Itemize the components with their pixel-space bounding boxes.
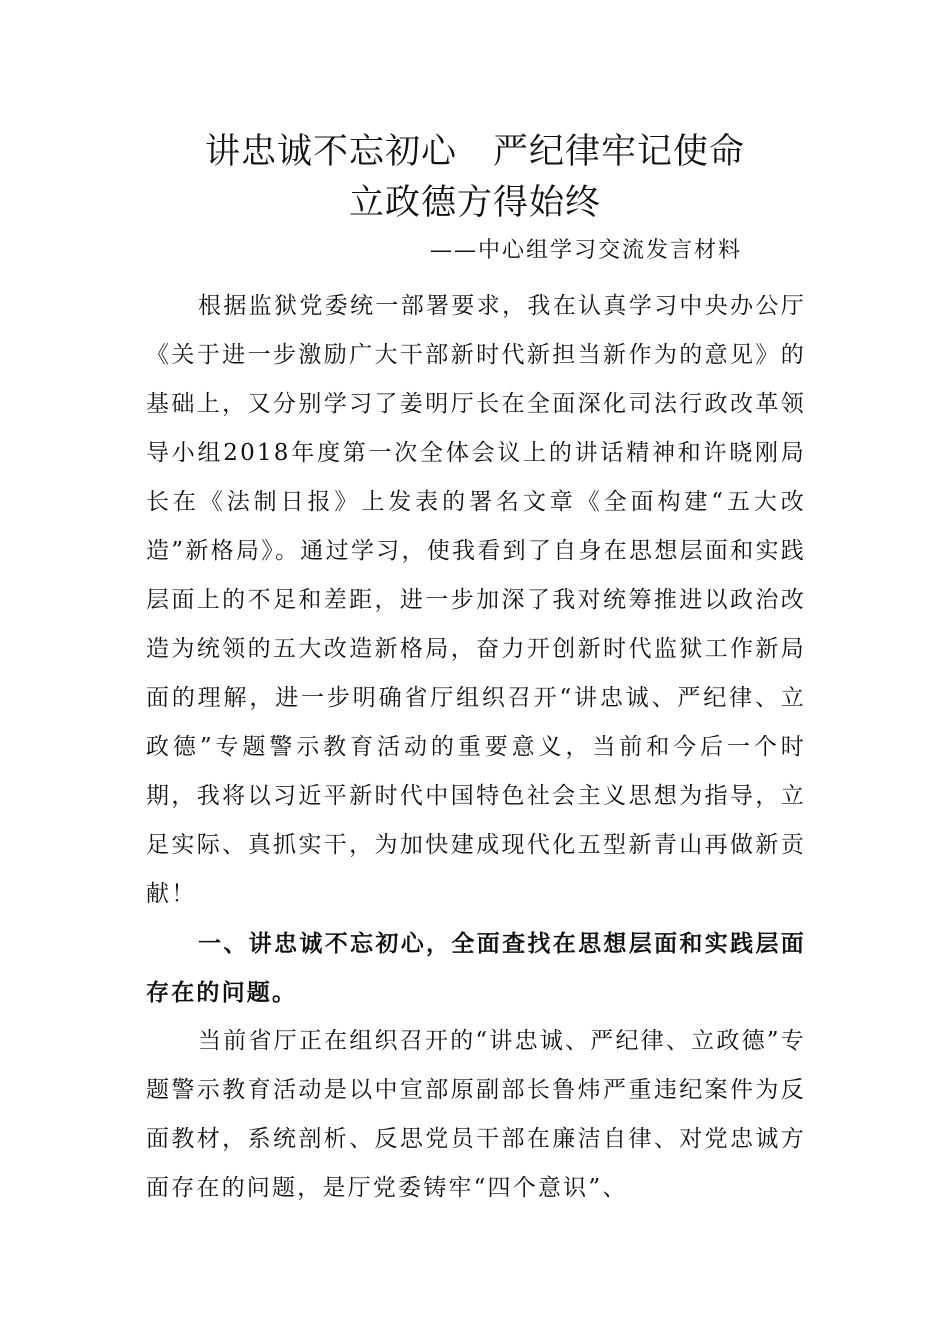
body-paragraph-intro: 根据监狱党委统一部署要求，我在认真学习中央办公厅《关于进一步激励广大干部新时代新担当新作为的意见》的基础上，又分别学习了姜明厅长在全面深化司法行政改革领导小组2018年度第一次全体会议上的讲话精神和许晓刚局长在《法制日报》上发表的署名文章《全面构建“五大改造”新格局》。通过学习，使我看到了自身在思想层面和实践层面上的不足和差距，进一步加深了我对统筹推进以政治改造为统领的五大改造新格局，奋力开创新时代监狱工作新局面的理解，进一步明确省厅组织召开“讲忠诚、严纪律、立政德”专题警示教育活动的重要意义，当前和今后一个时期，我将以习近平新时代中国特色社会主义思想为指导，立足实际、真抓实干，为加快建成现代化五型新青山再做新贡献！ xyxy=(146,293,806,907)
document-body xyxy=(146,282,806,1213)
body-paragraph-section1: 当前省厅正在组织召开的“讲忠诚、严纪律、立政德”专题警示教育活动是以中宣部原副部长鲁炜严重违纪案件为反面教材，系统剖析、反思党员干部在廉洁自律、对党忠诚方面存在的问题，是厅党委铸牢“四个意识”、 xyxy=(146,1028,806,1201)
section-heading-1: 一、讲忠诚不忘初心，全面查找在思想层面和实践层面存在的问题。 xyxy=(146,930,806,1006)
document-subtitle: ——中心组学习交流发言材料 xyxy=(430,238,743,263)
document-title-line2: 立政德方得始终 xyxy=(348,183,601,223)
document-title-line1: 讲忠诚不忘初心 严纪律牢记使命 xyxy=(204,132,745,172)
